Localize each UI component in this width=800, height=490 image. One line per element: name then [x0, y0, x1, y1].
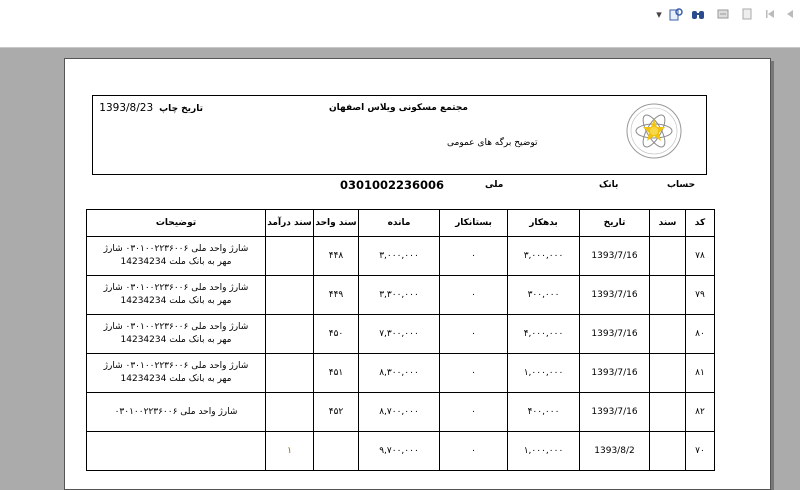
export-icon[interactable]	[716, 6, 730, 22]
cell-balance: ۳,۰۰۰,۰۰۰	[359, 237, 440, 276]
cell-balance: ۹,۷۰۰,۰۰۰	[359, 432, 440, 471]
table-row	[87, 354, 715, 393]
cell-debit: ۴۰۰,۰۰۰	[508, 393, 580, 432]
description-line-1: شارژ واحد ملی ۰۳۰۱۰۰۲۲۳۶۰۰۶	[114, 406, 238, 417]
cell-date: 1393/7/16	[580, 237, 650, 276]
cell-balance: ۸,۳۰۰,۰۰۰	[359, 354, 440, 393]
cell-credit: ۰	[440, 237, 508, 276]
complex-name: مجتمع مسکونی ویلاس اصفهان	[329, 103, 468, 113]
cell-date: 1393/7/16	[580, 354, 650, 393]
description-line-1: شارژ واحد ملی ۰۳۰۱۰۰۲۲۳۶۰۰۶ شارژ	[103, 244, 249, 254]
col-header-code[interactable]: کد	[686, 210, 715, 237]
col-header-credit[interactable]: بستانکار	[440, 210, 508, 237]
cell-code: ۸۰	[686, 315, 715, 354]
table-row	[87, 432, 715, 471]
cell-income-doc	[266, 354, 314, 393]
cell-unit-doc: ۴۵۰	[314, 315, 359, 354]
col-header-income-doc[interactable]: سند درآمد	[266, 210, 314, 237]
cell-income-doc: ۱	[266, 432, 314, 471]
cell-unit-doc	[314, 432, 359, 471]
cell-balance: ۷,۳۰۰,۰۰۰	[359, 315, 440, 354]
description-line-2: مهر به بانک ملت 14234234	[120, 374, 232, 384]
description-line-2: مهر به بانک ملت 14234234	[120, 335, 232, 345]
description-line-2: مهر به بانک ملت 14234234	[120, 257, 232, 267]
col-header-unit-doc[interactable]: سند واحد	[314, 210, 359, 237]
cell-code: ۷۰	[686, 432, 715, 471]
cell-code: ۷۹	[686, 276, 715, 315]
cell-debit: ۳,۰۰۰,۰۰۰	[508, 237, 580, 276]
cell-income-doc	[266, 315, 314, 354]
account-label: حساب	[667, 180, 696, 190]
table-row	[87, 276, 715, 315]
cell-code: ۸۱	[686, 354, 715, 393]
cell-date: 1393/7/16	[580, 393, 650, 432]
cell-doc	[650, 315, 686, 354]
col-header-doc[interactable]: سند	[650, 210, 686, 237]
cell-description	[87, 237, 266, 276]
col-header-date[interactable]: تاریخ	[580, 210, 650, 237]
dropdown-arrow-icon[interactable]: ▾	[656, 7, 662, 21]
description-line-2: مهر به بانک ملت 14234234	[120, 296, 232, 306]
cell-credit: ۰	[440, 276, 508, 315]
cell-debit: ۱,۰۰۰,۰۰۰	[508, 432, 580, 471]
cell-date: 1393/7/16	[580, 315, 650, 354]
cell-description	[87, 315, 266, 354]
table-row	[87, 393, 715, 432]
cell-credit: ۰	[440, 354, 508, 393]
description-line-1: شارژ واحد ملی ۰۳۰۱۰۰۲۲۳۶۰۰۶ شارژ	[103, 361, 249, 371]
cell-description	[87, 393, 266, 432]
cell-credit: ۰	[440, 393, 508, 432]
cell-date: 1393/7/16	[580, 276, 650, 315]
cell-code: ۸۲	[686, 393, 715, 432]
transactions-table	[86, 209, 715, 471]
cell-unit-doc: ۴۴۸	[314, 237, 359, 276]
table-row	[87, 315, 715, 354]
cell-description	[87, 354, 266, 393]
find-icon[interactable]	[668, 6, 684, 22]
description-line-1: شارژ واحد ملی ۰۳۰۱۰۰۲۲۳۶۰۰۶ شارژ	[103, 322, 249, 332]
page-icon[interactable]	[740, 6, 754, 22]
print-date: تاریخ چاپ1393/8/23	[99, 102, 203, 114]
binoculars-icon[interactable]	[690, 6, 706, 22]
table-row	[87, 237, 715, 276]
cell-unit-doc: ۴۵۱	[314, 354, 359, 393]
col-header-description[interactable]: توضیحات	[87, 210, 266, 237]
cell-doc	[650, 432, 686, 471]
account-number: 0301002236006	[340, 178, 445, 192]
cell-credit: ۰	[440, 315, 508, 354]
prev-page-icon[interactable]	[784, 6, 796, 22]
col-header-balance[interactable]: مانده	[359, 210, 440, 237]
cell-doc	[650, 276, 686, 315]
cell-code: ۷۸	[686, 237, 715, 276]
cell-balance: ۳,۳۰۰,۰۰۰	[359, 276, 440, 315]
report-page	[64, 58, 771, 490]
report-header	[92, 95, 707, 175]
cell-income-doc	[266, 276, 314, 315]
table-header-row	[87, 210, 715, 237]
cell-description	[87, 276, 266, 315]
cell-doc	[650, 393, 686, 432]
cell-income-doc	[266, 393, 314, 432]
cell-date: 1393/8/2	[580, 432, 650, 471]
cell-debit: ۳۰۰,۰۰۰	[508, 276, 580, 315]
bank-name: ملی	[485, 180, 504, 190]
cell-credit: ۰	[440, 432, 508, 471]
report-viewer-toolbar	[0, 0, 800, 48]
cell-income-doc	[266, 237, 314, 276]
first-page-icon[interactable]	[764, 6, 776, 22]
atom-logo-icon	[625, 102, 683, 160]
cell-unit-doc: ۴۴۹	[314, 276, 359, 315]
cell-description	[87, 432, 266, 471]
cell-debit: ۱,۰۰۰,۰۰۰	[508, 354, 580, 393]
report-subtitle: توضیح برگه های عمومی	[447, 138, 538, 148]
cell-doc	[650, 237, 686, 276]
bank-label: بانک	[599, 180, 619, 190]
description-line-1: شارژ واحد ملی ۰۳۰۱۰۰۲۲۳۶۰۰۶ شارژ	[103, 283, 249, 293]
cell-unit-doc: ۴۵۲	[314, 393, 359, 432]
col-header-debit[interactable]: بدهکار	[508, 210, 580, 237]
cell-doc	[650, 354, 686, 393]
cell-balance: ۸,۷۰۰,۰۰۰	[359, 393, 440, 432]
cell-debit: ۴,۰۰۰,۰۰۰	[508, 315, 580, 354]
